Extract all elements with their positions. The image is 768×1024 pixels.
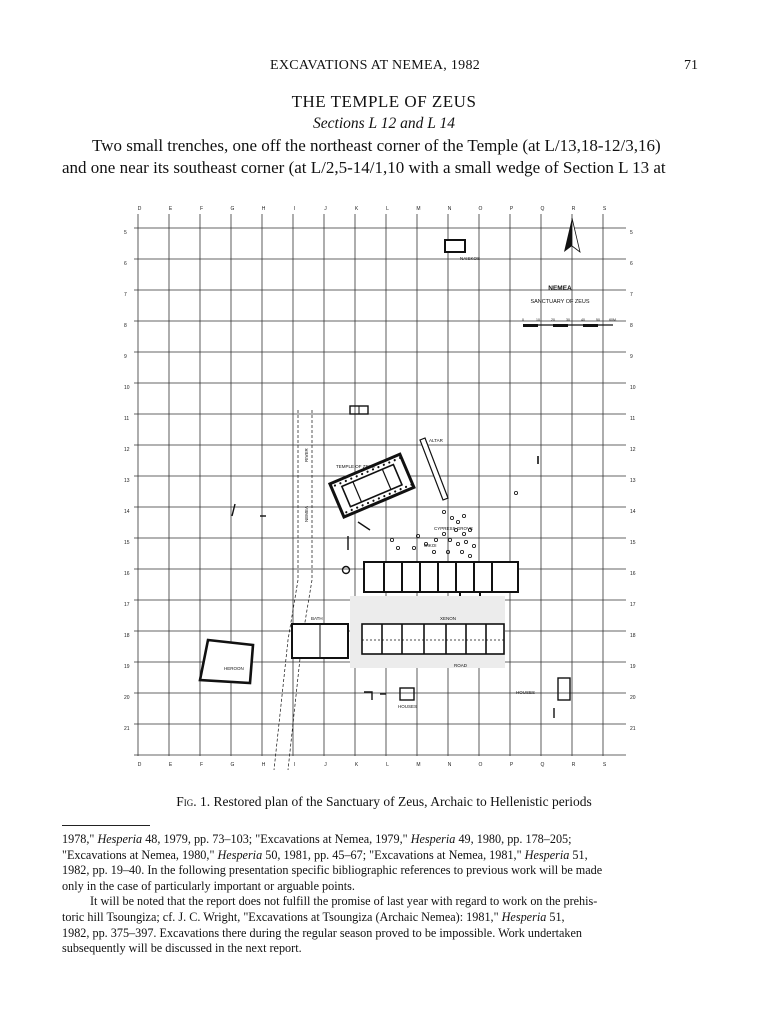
column-label: E: [168, 762, 173, 768]
column-label: K: [354, 206, 359, 212]
column-label: D: [137, 762, 142, 768]
cypress-pit: [472, 544, 475, 547]
fn-text: 48, 1979, pp. 73–103; "Excavations at Nemea, 1979,": [142, 832, 411, 846]
row-labels-right: [630, 230, 636, 732]
cypress-pit: [456, 520, 459, 523]
footnote-line: [62, 848, 708, 864]
footnote-line: only in the case of particularly important or arguable points.: [62, 878, 355, 893]
column-label: M: [416, 762, 421, 768]
scale-bar: [523, 324, 613, 327]
cypress-pit: [390, 538, 393, 541]
column-label: N: [447, 762, 452, 768]
row-label: 16: [630, 571, 636, 577]
section-subtitle: Sections L 12 and L 14: [313, 115, 455, 132]
row-label: 10: [124, 385, 130, 391]
row-label: 13: [630, 478, 636, 484]
row-label: 5: [630, 230, 633, 236]
scale-label: 20: [551, 318, 555, 322]
fn-italic: Hesperia: [410, 832, 456, 846]
cypress-pit: [462, 532, 465, 535]
footnote-line: It will be noted that the report does not fulfill the promise of last year with regard to work on the prehis-: [90, 894, 598, 909]
site-plan-figure: [118, 200, 642, 770]
row-label: 13: [124, 478, 130, 484]
row-label: 19: [630, 664, 636, 670]
naiskos-building: [445, 240, 465, 252]
naiskos-label: NAISKOS: [460, 256, 481, 261]
column-label: F: [199, 762, 204, 768]
column-label: P: [509, 762, 514, 768]
river-label: RIVER: [304, 448, 309, 462]
scale-label: 0: [522, 318, 524, 322]
row-label: 6: [630, 261, 633, 267]
scale-label: 60M.: [609, 318, 617, 322]
xenon-building: [362, 624, 504, 654]
map-title: NEMEA: [548, 285, 572, 292]
row-label: 12: [124, 447, 130, 453]
road-label: ROAD: [454, 663, 468, 668]
column-label: Q: [540, 206, 545, 212]
heroon-label: HEROON: [224, 666, 244, 671]
footnote-line: [62, 910, 708, 926]
column-label: O: [478, 762, 483, 768]
column-labels-bottom: [138, 762, 607, 768]
column-label: M: [416, 206, 421, 212]
row-label: 20: [124, 695, 130, 701]
bath-label: BATH: [311, 616, 323, 621]
row-label: 20: [630, 695, 636, 701]
row-label: 11: [630, 416, 636, 422]
column-label: G: [230, 206, 235, 212]
row-label: 16: [124, 571, 130, 577]
oikoi-label: OIKOI: [424, 543, 437, 548]
altar: [420, 438, 448, 500]
row-label: 18: [124, 633, 130, 639]
row-label: 14: [630, 509, 636, 515]
paragraph-line-2: and one near its southeast corner (at L/2,5-14/1,10 with a small wedge of Section L 13 at: [62, 158, 666, 177]
column-label: G: [230, 762, 235, 768]
cypress-pit: [450, 516, 453, 519]
houses-east: [554, 678, 570, 718]
scale-label: 40: [581, 318, 585, 322]
column-label: R: [571, 762, 576, 768]
river-name-label: NEMEA: [304, 505, 309, 522]
page-number: 71: [684, 58, 698, 73]
map-subtitle: SANCTUARY OF ZEUS: [530, 299, 590, 305]
row-label: 15: [630, 540, 636, 546]
column-label: H: [261, 762, 266, 768]
scale-label: 50: [596, 318, 600, 322]
row-label: 18: [630, 633, 636, 639]
cypress-pit: [448, 538, 451, 541]
column-label: L: [386, 206, 389, 212]
fn-text: 1978,": [62, 832, 98, 846]
scale-label: 10: [536, 318, 540, 322]
houses-west: [364, 688, 414, 700]
footnote-line: 1982, pp. 375–397. Excavations there during the regular season proved to be impossible. Work undertaken: [62, 925, 583, 940]
section-title: THE TEMPLE OF ZEUS: [291, 92, 477, 111]
xenon-label: XENON: [440, 616, 457, 621]
cypress-pit: [432, 550, 435, 553]
cypress-pit: [464, 540, 467, 543]
fn-text: toric hill Tsoungiza; cf. J. C. Wright, "Excavations at Tsoungiza (Archaic Nemea): 1981,": [62, 909, 502, 924]
column-label: F: [199, 206, 204, 212]
column-labels-top: [138, 206, 607, 212]
cypress-pit: [434, 538, 437, 541]
row-label: 7: [630, 292, 633, 298]
footnote-line: [62, 832, 708, 848]
body-paragraph: [62, 135, 710, 179]
fn-italic: Hesperia: [97, 832, 143, 846]
row-label: 12: [630, 447, 636, 453]
cypress-pit: [460, 550, 463, 553]
row-label: 9: [124, 354, 127, 360]
houses-west-label: HOUSES: [398, 704, 418, 709]
row-label: 15: [124, 540, 130, 546]
column-label: I: [293, 762, 296, 768]
row-label: 8: [124, 323, 127, 329]
fn-text: "Excavations at Nemea, 1980,": [62, 847, 218, 862]
column-label: K: [354, 762, 359, 768]
column-label: O: [478, 206, 483, 212]
column-label: J: [324, 206, 327, 212]
row-label: 10: [630, 385, 636, 391]
cypress-label: CYPRESS GROVE: [434, 526, 474, 531]
column-label: Q: [540, 762, 545, 768]
column-label: P: [509, 206, 514, 212]
column-label: H: [261, 206, 266, 212]
footnote-line: subsequently will be discussed in the next report.: [62, 941, 302, 956]
row-label: 19: [124, 664, 130, 670]
column-label: E: [168, 206, 173, 212]
scale-label: 30: [566, 318, 570, 322]
column-label: D: [137, 206, 142, 212]
paragraph-line-1: Two small trenches, one off the northeast corner of the Temple (at L/13,18-12/3,16): [92, 136, 661, 155]
cypress-pit: [462, 514, 465, 517]
row-label: 11: [124, 416, 130, 422]
cypress-pit: [396, 546, 399, 549]
caption-text: Restored plan of the Sanctuary of Zeus, Archaic to Hellenistic periods: [213, 794, 592, 809]
column-label: L: [386, 762, 389, 768]
fn-italic: Hesperia: [501, 909, 547, 924]
row-label: 5: [124, 230, 127, 236]
fn-italic: Hesperia: [217, 847, 263, 862]
houses-east-label: HOUSES: [516, 690, 536, 695]
column-label: I: [293, 206, 296, 212]
row-label: 8: [630, 323, 633, 329]
row-label: 17: [124, 602, 130, 608]
row-label: 9: [630, 354, 633, 360]
column-label: S: [602, 206, 607, 212]
row-labels-left: [124, 230, 130, 732]
footnote-line: 1982, pp. 19–40. In the following presentation specific bibliographic references to previous work will be made: [62, 863, 603, 878]
column-label: R: [571, 206, 576, 212]
cypress-pit: [456, 542, 459, 545]
fn-text: 50, 1981, pp. 45–67; "Excavations at Nemea, 1981,": [262, 847, 525, 862]
row-label: 6: [124, 261, 127, 267]
row-label: 21: [124, 726, 130, 732]
fn-text: 49, 1980, pp. 178–205;: [455, 832, 572, 846]
fn-text: 51,: [546, 909, 565, 924]
fn-text: 51,: [569, 847, 588, 862]
well-marker: [343, 567, 350, 574]
column-label: N: [447, 206, 452, 212]
column-label: J: [324, 762, 327, 768]
heroon: [200, 640, 253, 683]
cypress-pit: [468, 554, 471, 557]
row-label: 14: [124, 509, 130, 515]
footnotes: [62, 832, 708, 957]
cypress-grove: [390, 510, 475, 557]
cypress-pit: [412, 546, 415, 549]
footnote-divider: [62, 825, 150, 826]
temple-label: TEMPLE OF ZEUS: [336, 464, 375, 469]
column-label: S: [602, 762, 607, 768]
row-label: 21: [630, 726, 636, 732]
caption-label: Fig. 1.: [176, 794, 211, 809]
cypress-pit: [442, 532, 445, 535]
row-label: 7: [124, 292, 127, 298]
running-head: [0, 58, 768, 78]
running-head-title: EXCAVATIONS AT NEMEA, 1982: [270, 58, 481, 73]
cypress-pit: [442, 510, 445, 513]
altar-label: ALTAR: [429, 438, 443, 443]
fn-italic: Hesperia: [524, 847, 570, 862]
figure-caption: [0, 794, 768, 810]
row-label: 17: [630, 602, 636, 608]
